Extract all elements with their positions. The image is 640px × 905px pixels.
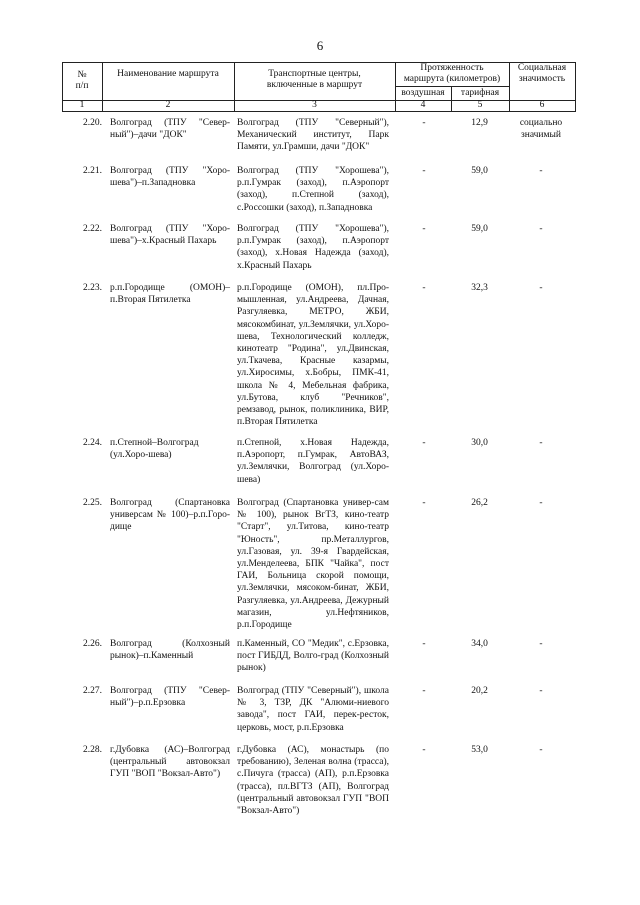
social-significance: -	[539, 438, 543, 448]
social-significance: -	[539, 166, 543, 176]
social-significance: -	[539, 224, 543, 234]
row-num: 2.23.	[83, 283, 102, 293]
air-length: -	[422, 118, 426, 128]
route-name: г.Дубовка (АС)–Волгоград (центральный автовокзал ГУП "ВОП "Вокзал-Авто")	[110, 745, 230, 780]
row-num: 2.27.	[83, 686, 102, 696]
air-length: -	[422, 745, 426, 755]
header-tariff: тарифная	[460, 88, 500, 98]
row-num: 2.28.	[83, 745, 102, 755]
route-name: Волгоград (ТПУ "Север-ный")–дачи "ДОК"	[110, 118, 230, 141]
route-name: Волгоград (ТПУ "Хоро-шева")–х.Красный Пахарь	[110, 224, 230, 247]
social-significance: -	[539, 283, 543, 293]
air-length: -	[422, 498, 426, 508]
row-num: 2.25.	[83, 498, 102, 508]
social-significance: -	[539, 639, 543, 649]
header-social: Социальная значимость	[517, 63, 567, 84]
route-name: Волгоград (Колхозный рынок)–п.Каменный	[110, 639, 230, 662]
route-centers: п.Степной, х.Новая Надежда, п.Аэропорт, п.Гумрак, АвтоВАЗ, ул.Землячки, Волгоград (ул.Хоро-шева)	[237, 438, 389, 485]
header-col-6: 6	[539, 100, 545, 110]
tariff-length: 34,0	[471, 639, 488, 649]
header-air: воздушная	[401, 88, 445, 98]
route-centers: Волгоград (ТПУ "Северный"), Механический институт, Парк Памяти, ул.Грамши, дачи "ДОК"	[237, 118, 389, 153]
tariff-length: 32,3	[471, 283, 488, 293]
route-name: Волгоград (Спартановка универсам № 100)–р.п.Горо-дище	[110, 498, 230, 533]
route-name: п.Степной–Волгоград (ул.Хоро-шева)	[110, 438, 199, 461]
air-length: -	[422, 438, 426, 448]
route-centers: п.Каменный, СО "Медик", с.Ерзовка, пост ГИБДД, Волго-град (Колхозный рынок)	[237, 639, 389, 674]
route-name: Волгоград (ТПУ "Хоро-шева")–п.Западновка	[110, 166, 230, 189]
row-num: 2.24.	[83, 438, 102, 448]
row-num: 2.21.	[83, 166, 102, 176]
row-num: 2.26.	[83, 639, 102, 649]
tariff-length: 12,9	[471, 118, 488, 128]
social-significance: -	[539, 745, 543, 755]
route-centers: г.Дубовка (АС), монастырь (по требованию), Зеленая волна (трасса), с.Пичуга (трасса) (АП), р.п.Ерзовка (трасса), пл.ВГТЗ (АП), Волгоград (центральный автовокзал ГУП "ВОП "Вокзал-Авто")	[237, 745, 389, 817]
air-length: -	[422, 686, 426, 696]
tariff-length: 26,2	[471, 498, 488, 508]
header-num: № п/п	[75, 70, 89, 91]
route-centers: Волгоград (ТПУ "Хорошева"), р.п.Гумрак (заход), п.Аэропорт (заход), п.Степной (заход), с.Россошки (заход), п.Западновка	[237, 166, 389, 213]
route-centers: Волгоград (ТПУ "Хорошева"), р.п.Гумрак (заход), п.Аэропорт (заход), х.Новая Надежда (заход), х.Красный Пахарь	[237, 224, 389, 271]
tariff-length: 20,2	[471, 686, 488, 696]
tariff-length: 59,0	[471, 224, 488, 234]
route-centers: Волгоград (ТПУ "Северный"), школа № 3, ТЗР, ДК "Алюми-ниевого завода", пост ГАИ, перек-ресток, церковь, мост, р.п.Ерзовка	[237, 686, 389, 733]
air-length: -	[422, 639, 426, 649]
social-significance: -	[539, 498, 543, 508]
header-centers: Транспортные центры, включенные в маршрут	[266, 69, 363, 90]
tariff-length: 30,0	[471, 438, 488, 448]
page-number: 6	[316, 38, 324, 53]
row-num: 2.20.	[83, 118, 102, 128]
air-length: -	[422, 224, 426, 234]
route-name: Волгоград (ТПУ "Север-ный")–р.п.Ерзовка	[110, 686, 230, 709]
header-col-1: 1	[79, 100, 85, 110]
header-col-5: 5	[477, 100, 483, 110]
route-centers: Волгоград (Спартановка универ-сам № 100), рынок ВгТЗ, кино-театр "Старт", ул.Титова, кино-театр "Юность", пр.Металлургов, ул.Газовая, ул. 39-я Гвардейская, ул.Менделеева, БПК "Чайка", пост ГАИ, Больница скорой помощи, ул.Землячки, мясоком-бинат, ЖБИ, Разгуляевка, ул.Андреева, Дежурный магазин, ул.Нефтяников, р.п.Городище	[237, 498, 389, 631]
header-col-3: 3	[312, 100, 317, 110]
route-centers: р.п.Городище (ОМОН), пл.Про-мышленная, ул.Андреева, Дачная, Разгуляевка, МЕТРО, ЖБИ, мясокомбинат, ул.Землячки, ул.Хоро-шева, Технологический колледж, кинотеатр "Родина", ул.Двинская, ул.Ткачева, Красные казармы, ул.Хиросимы, х.Бобры, ПМК-41, школа № 4, Мебельная фабрика, ул.Бутова, клуб "Речников", ремзавод, рынок, поликлиника, ВИР, п.Вторая Пятилетка	[237, 283, 389, 428]
row-num: 2.22.	[83, 224, 102, 234]
route-name: р.п.Городище (ОМОН)–п.Вторая Пятилетка	[110, 283, 230, 306]
social-significance: -	[539, 686, 543, 696]
header-col-2: 2	[165, 100, 171, 110]
air-length: -	[422, 283, 426, 293]
social-significance: социально значимый	[519, 118, 563, 141]
tariff-length: 53,0	[471, 745, 488, 755]
air-length: -	[422, 166, 426, 176]
tariff-length: 59,0	[471, 166, 488, 176]
header-length: Протяженность маршрута (километров)	[403, 63, 501, 84]
header-name: Наименование маршрута	[117, 68, 219, 79]
header-col-4: 4	[420, 100, 426, 110]
